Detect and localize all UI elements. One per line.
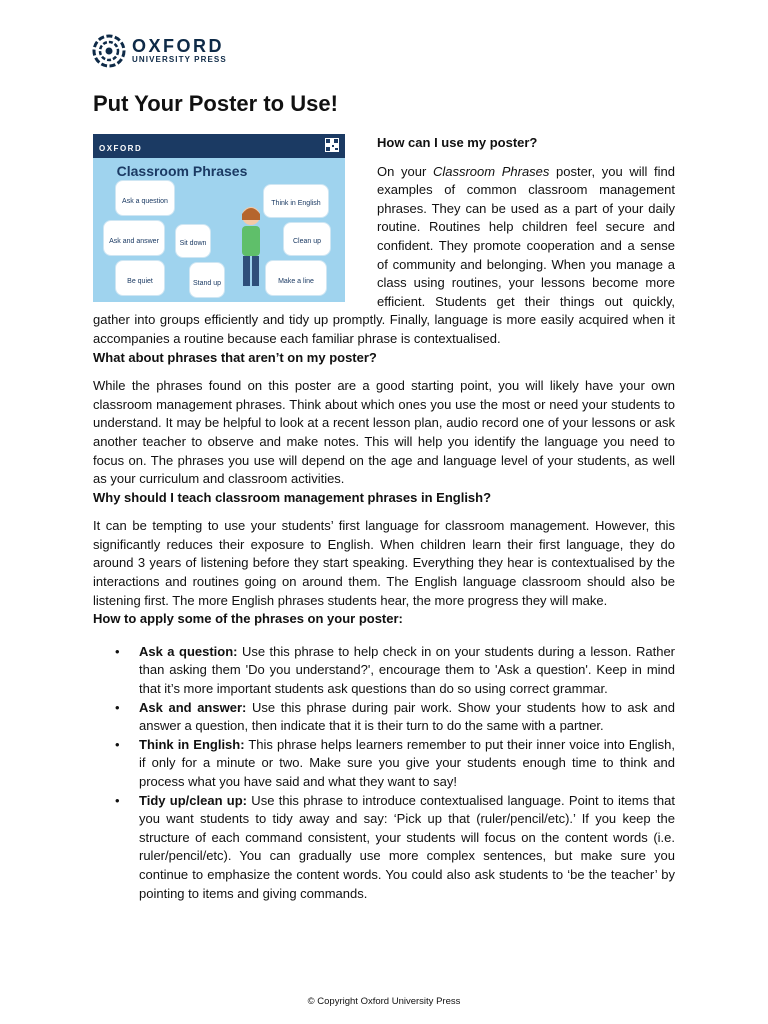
poster-title: Classroom Phrases	[116, 163, 248, 179]
poster-phrase-clean-up: Clean up	[283, 222, 331, 256]
tips-list	[93, 643, 675, 903]
paragraph-phrases-not-on-poster: While the phrases found on this poster are a good starting point, you will likely have your own classroom management phrases. Think about which ones you use the most or need your students to understand. It may be helpful to look at a recent lesson plan, audio record one of your lessons or ask another teacher to observe and make notes. This will help you identify the language you need to focus on. The phrases you use will depend on the age and language level of your students, as well as your curriculum and classroom activities.	[93, 378, 675, 487]
bullet-icon: •	[115, 643, 120, 659]
oxford-logo	[92, 34, 227, 68]
heading-phrases-not-on-poster: What about phrases that aren’t on my poster?	[93, 349, 377, 365]
intro-paragraph: On your Classroom Phrases poster, you will find examples of common classroom management phrases. They can be used as a part of your daily routine. Routines help children feel secure and confident. They promote cooperation and a sense of community and belonging. When you manage a class using routines, your lessons become more efficient. Students get their things out quickly, gather into groups efficiently and tidy up promptly. Finally, language is more easily acquired when it accompanies a routine because each familiar phrase is contextualised.	[93, 163, 675, 346]
list-item: • Think in English: This phrase helps learners remember to put their inner voice into English, if only for a minute or two. Make sure you give your students enough time to think and process what you have said and what they want to say!	[115, 736, 675, 789]
poster-phrase-make-line: Make a line	[265, 260, 327, 296]
brand-sub: UNIVERSITY PRESS	[132, 55, 227, 64]
list-item: • Tidy up/clean up: Use this phrase to introduce contextualised language. Point to items that you want students to tidy away and say: ‘Pick up that (ruler/pencil/etc).’ If you keep the structure of each command consistent, your students will focus on the content words (i.e. ruler/pencil/etc). You can gradually use more complex sentences, but make sure you continue to emphasize the content words. You could also ask students to ‘be the teacher’ by pointing to items and giving commands.	[115, 792, 675, 901]
heading-how-to-apply: How to apply some of the phrases on your poster:	[93, 611, 403, 627]
teacher-illustration	[231, 204, 271, 290]
oxford-logo-icon	[92, 34, 126, 68]
copyright-footer: © Copyright Oxford University Press	[307, 996, 461, 1007]
poster-publisher: OXFORD	[99, 144, 143, 153]
classroom-phrases-poster	[93, 134, 345, 302]
brand-name: OXFORD	[132, 36, 225, 56]
page-title: Put Your Poster to Use!	[93, 91, 338, 116]
poster-phrase-stand-up: Stand up	[189, 262, 225, 298]
qr-code-icon	[325, 138, 339, 152]
poster-phrase-be-quiet: Be quiet	[115, 260, 165, 296]
poster-name-italic: Classroom Phrases	[432, 163, 550, 179]
heading-how-use-poster: How can I use my poster?	[377, 135, 538, 150]
list-item: • Ask and answer: Use this phrase during pair work. Show your students how to ask and answer a question, then indicate that it is their turn to do the same with a partner.	[115, 699, 675, 734]
poster-phrase-sit-down: Sit down	[175, 224, 211, 258]
heading-why-teach-english: Why should I teach classroom management phrases in English?	[93, 489, 492, 505]
poster-phrase-ask-question: Ask a question	[115, 180, 175, 216]
list-item: • Ask a question: Use this phrase to help check in on your students during a lesson. Rather than asking them 'Do you understand?', encourage them to 'Ask a question'. Keep in mind that it’s more important students ask questions than do so using correct grammar.	[115, 643, 675, 697]
paragraph-why-teach-english: It can be tempting to use your students’ first language for classroom management. However, this significantly reduces their exposure to English. When children learn their first language, they do around 3 years of listening before they start speaking. Everything they hear is contextualised by the interactions and routines going on around them. The English language classroom should also be listening first. The more English phrases students hear, the more progress they will make.	[93, 518, 675, 608]
bullet-icon: •	[115, 792, 120, 808]
poster-phrase-ask-answer: Ask and answer	[103, 220, 165, 256]
poster-header	[93, 134, 345, 158]
bullet-icon: •	[115, 699, 120, 715]
document-body	[93, 134, 675, 903]
bullet-icon: •	[115, 736, 120, 752]
poster-phrase-think-english: Think in English	[263, 184, 329, 218]
